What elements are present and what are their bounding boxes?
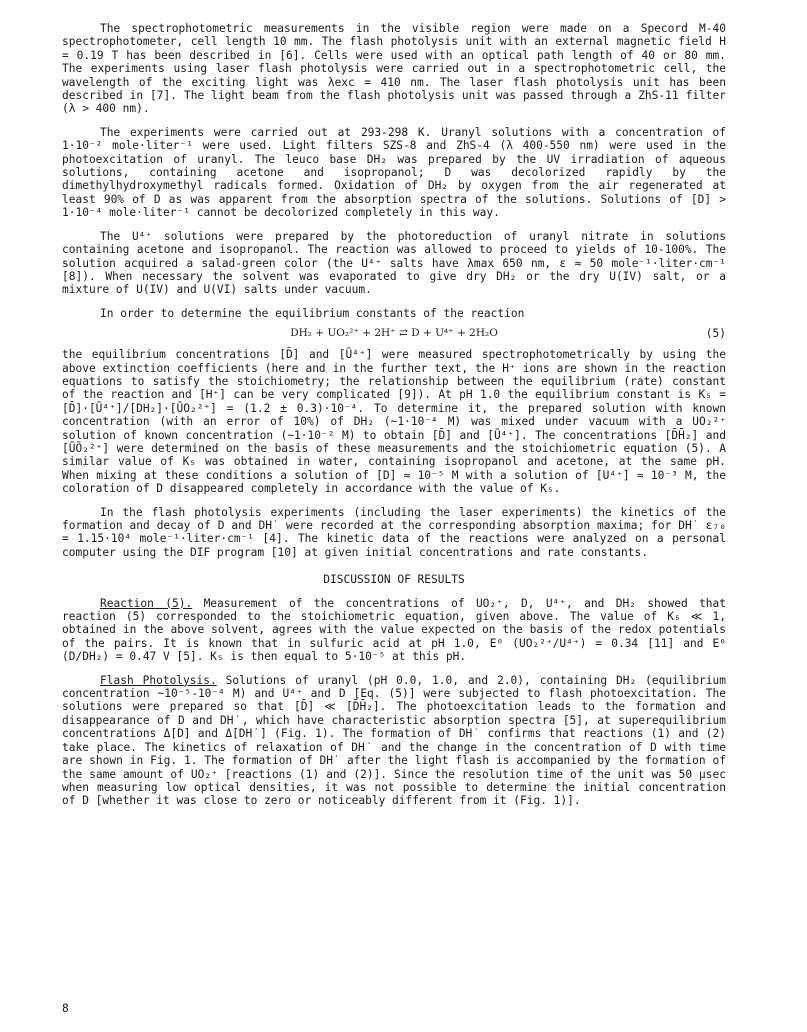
paragraph-flash-kinetics: In the flash photolysis experiments (including the laser experiments) the kinetics of the formation and decay of D and DH˙ were recorded at the corresponding absorption maxima; for DH˙ ε₇₀ = 1.15·10⁴ mole⁻¹·liter·cm⁻¹ [4]. The kinetic data of the reactions were analyzed on a personal computer using the DIF program [10] at given initial concentrations and rate constants. xyxy=(62,505,726,559)
section-heading: DISCUSSION OF RESULTS xyxy=(323,573,465,587)
paragraph-reaction-5 xyxy=(62,597,726,664)
runin-heading-reaction-5: Reaction (5). xyxy=(100,596,193,610)
document-body xyxy=(62,22,726,818)
equation-number: (5) xyxy=(705,327,726,341)
paragraph-equilibrium-intro: In order to determine the equilibrium constants of the reaction xyxy=(100,306,525,320)
paragraph-methods-spectrophotometry: The spectrophotometric measurements in the visible region were made on a Specord M-40 spectrophotometer, cell length 10 mm. The flash photolysis unit with an external magnetic field H = 0.19 T has been described in [6]. Cells were used with an optical path length of 40 or 80 mm. The experiments using laser flash photolysis were carried out in a spectrophotometric cell, the wavelength of the exciting light was λexc = 410 nm. The laser flash photolysis unit has been described in [7]. The light beam from the flash photolysis unit was passed through a ZhS-11 filter (λ > 400 nm). xyxy=(62,22,726,116)
page-number: 8 xyxy=(62,1002,69,1015)
paragraph-flash-photolysis xyxy=(62,674,726,808)
paragraph-u4-preparation: The U⁴⁺ solutions were prepared by the photoreduction of uranyl nitrate in solutions containing acetone and isopropanol. The reaction was allowed to proceed to yields of 10-100%. The solution acquired a salad-green color (the U⁴⁺ salts have λmax 650 nm, ε ≈ 50 mole⁻¹·liter·cm⁻¹ [8]). When necessary the solvent was evaporated to give dry DH₂ or the dry U(IV) salt, or a mixture of U(IV) and U(VI) salts under vacuum. xyxy=(62,229,726,297)
equation-5 xyxy=(62,324,726,344)
paragraph-reaction-5-text: Measurement of the concentrations of UO₂⁺, D, U⁴⁺, and DH₂ showed that reaction (5) corresponded to the stoichiometric equation, given above. The value of K₅ ≪ 1, obtained in the above solvent, agrees with the value expected on the basis of the redox potentials of the pairs. It is known that in sulfuric acid at pH 1.0, E⁰ (UO₂²⁺/U⁴⁺) = 0.34 [11] and E⁰ (D/DH₂) = 0.47 V [5]. K₅ is then equal to 5·10⁻⁵ at this pH. xyxy=(62,596,727,664)
paragraph-experimental-conditions: The experiments were carried out at 293-298 K. Uranyl solutions with a concentration of 1·10⁻² mole·liter⁻¹ were used. Light filters SZS-8 and ZhS-4 (λ 400-550 nm) were used in the photoexcitation of uranyl. The leuco base DH₂ was prepared by the UV irradiation of aqueous solutions, containing acetone and isopropanol; D was decolorized rapidly by the dimethylhydroxymethyl radicals formed. Oxidation of DH₂ by oxygen from the air regenerated at least 90% of D as was apparent from the absorption spectra of the solutions. Solutions of [D] > 1·10⁻⁴ mole·liter⁻¹ cannot be decolorized completely in this way. xyxy=(62,125,726,220)
runin-heading-flash-photolysis: Flash Photolysis. xyxy=(100,673,217,687)
paragraph-flash-photolysis-text: Solutions of uranyl (pH 0.0, 1.0, and 2.0), containing DH₂ (equilibrium concentration ~10⁻⁵-10⁻⁴ M) and U⁴⁺ and D [Eq. (5)] were subjected to flash photoexcitation. The solutions were prepared so that [D̄] ≪ [D̄H̄₂]. The photoexcitation leads to the formation and disappearance of D and DH˙, which have characteristic absorption spectra [5], at superequilibrium concentrations Δ[D] and Δ[DH˙] (Fig. 1). The formation of DH˙ confirms that reactions (1) and (2) take place. The kinetics of relaxation of DH˙ and the change in the concentration of D with time are shown in Fig. 1. The formation of DH˙ after the light flash is accompanied by the formation of the same amount of UO₂⁺ [reactions (1) and (2)]. Since the resolution time of the unit was 50 μsec when measuring low optical densities, it was not possible to determine the initial concentration of D [whether it was close to zero or noticeably different from it (Fig. 1)]. xyxy=(62,673,726,808)
equation-formula: DH₂ + UO₂²⁺ + 2H⁺ ⇄ D + U⁴⁺ + 2H₂O xyxy=(290,327,498,340)
paragraph-equilibrium-measurement: the equilibrium concentrations [D̄] and [Ū⁴⁺] were measured spectrophotometrically by using the above extinction coefficients (here and in the further text, the H⁺ ions are shown in the reaction equations to satisfy the stoichiometry; the relationship between the equilibrium (rate) constant of the reaction and [H⁺] can be very complicated [9]). At pH 1.0 the equilibrium constant is K₅ = [D̄]·[Ū⁴⁺]/[DH₂]·[ŪO₂²⁺] = (1.2 ± 0.3)·10⁻⁴. To determine it, the prepared solution with known concentration (with an error of 10%) of DH₂ (~1·10⁻⁴ M) was mixed under vacuum with a UO₂²⁺ solution of known concentration (~1·10⁻² M) to obtain [D̄] and [Ū⁴⁺]. The concentrations [D̄H̄₂] and [ŪŌ₂²⁺] were determined on the basis of these measurements and the stoichiometric equation (5). A similar value of K₅ was obtained in water, containing isopropanol and acetone, at the same pH. When mixing at these conditions a solution of [D] ≈ 10⁻⁵ M with a solution of [U⁴⁺] ≈ 10⁻³ M, the coloration of D disappeared completely in accordance with the value of K₅. xyxy=(62,348,726,496)
